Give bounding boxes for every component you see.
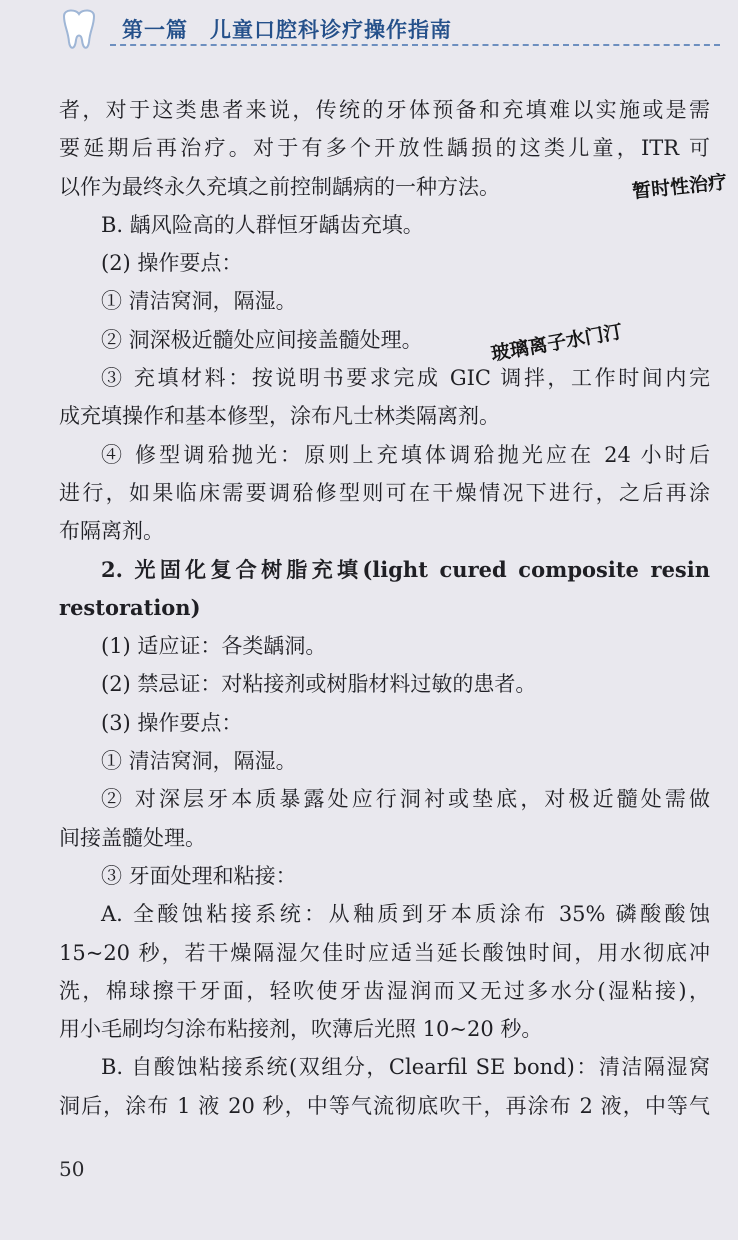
section-heading: 2. 光固化复合树脂充填(light cured composite resin [101,556,710,582]
chapter-title: 第一篇 儿童口腔科诊疗操作指南 [122,18,452,42]
text-line: B. 自酸蚀粘接系统(双组分，Clearfil SE bond)：清洁隔湿窝 [101,1055,710,1080]
text-line: B. 龋风险高的人群恒牙龋齿充填。 [101,212,424,237]
text-line: (3) 操作要点： [101,710,243,735]
text-line: ② 对深层牙本质暴露处应行洞衬或垫底，对极近髓处需做 [101,787,710,812]
text-line: (2) 禁忌证：对粘接剂或树脂材料过敏的患者。 [101,672,537,697]
text-line: 间接盖髓处理。 [59,825,206,850]
text-line: 以作为最终永久充填之前控制龋病的一种方法。 [59,174,500,199]
page-header [0,0,738,56]
text-line: 进行，如果临床需要调𬌗修型则可在干燥情况下进行，之后再涂 [59,480,710,505]
text-line: ③ 充填材料：按说明书要求完成 GIC 调拌，工作时间内完 [101,366,710,391]
text-line: (2) 操作要点： [101,251,243,276]
text-line: 洗，棉球擦干牙面，轻吹使牙齿湿润而又无过多水分(湿粘接)， [59,978,710,1003]
page-number: 50 [59,1157,85,1181]
tooth-icon [56,6,102,52]
section-heading: restoration) [59,594,201,620]
text-line: ② 洞深极近髓处应间接盖髓处理。 [101,327,423,352]
text-line: 要延期后再治疗。对于有多个开放性龋损的这类儿童，ITR 可 [59,136,710,161]
text-line: 者，对于这类患者来说，传统的牙体预备和充填难以实施或是需 [59,98,710,122]
handwritten-note: 暂时性治疗 [631,171,729,203]
text-line: ④ 修型调𬌗抛光：原则上充填体调𬌗抛光应在 24 小时后 [101,442,710,467]
text-line: A. 全酸蚀粘接系统：从釉质到牙本质涂布 35% 磷酸酸蚀 [101,902,710,927]
text-line: (1) 适应证：各类龋洞。 [101,634,327,659]
text-line: 15~20 秒，若干燥隔湿欠佳时应适当延长酸蚀时间，用水彻底冲 [59,940,710,965]
text-line: 布隔离剂。 [59,519,164,544]
text-line: 洞后，涂布 1 液 20 秒，中等气流彻底吹干，再涂布 2 液，中等气 [59,1093,710,1118]
header-divider [110,44,720,46]
text-line: ① 清洁窝洞，隔湿。 [101,749,297,774]
text-line: ① 清洁窝洞，隔湿。 [101,289,297,314]
text-line: 用小毛刷均匀涂布粘接剂，吹薄后光照 10~20 秒。 [59,1017,543,1042]
text-line: 成充填操作和基本修型，涂布凡士林类隔离剂。 [59,404,500,429]
body-text [59,91,710,1125]
text-line: ③ 牙面处理和粘接： [101,863,297,888]
handwritten-note: 玻璃离子水门汀 [489,320,625,366]
